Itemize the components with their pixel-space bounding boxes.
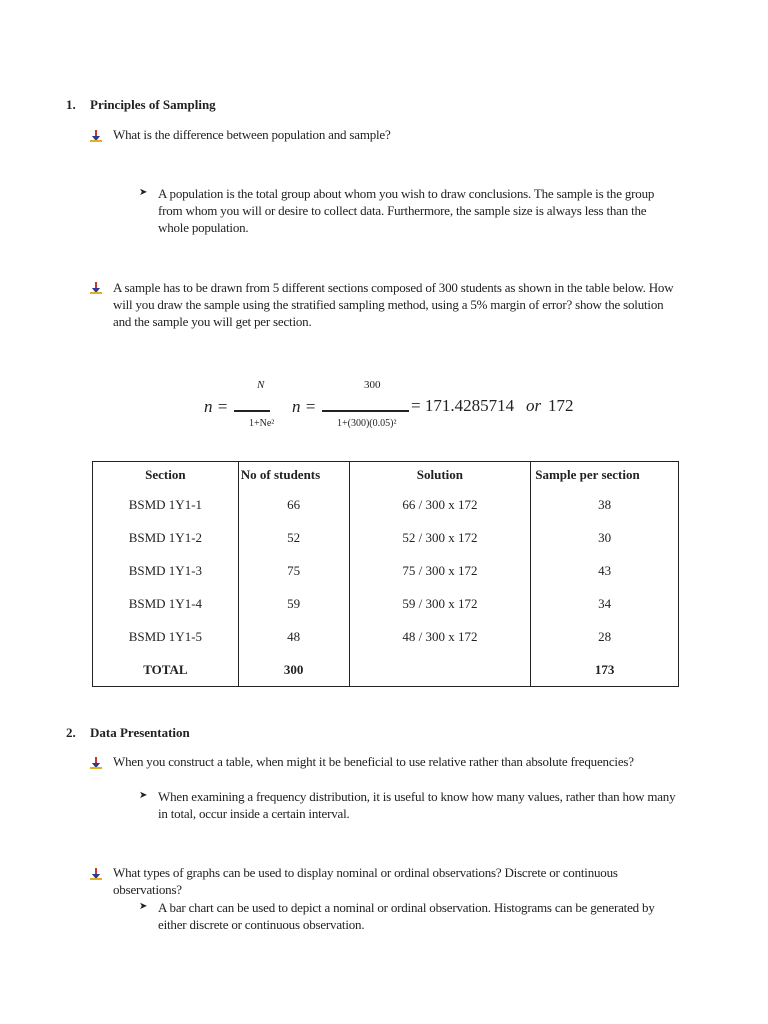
table-row: [93, 521, 679, 554]
header-cell: No of students: [238, 462, 349, 489]
cell: BSMD 1Y1-5: [93, 620, 239, 653]
formula-result: = 171.4285714: [411, 396, 515, 415]
table-row: [93, 620, 679, 653]
cell: 66: [238, 488, 349, 521]
formula-or: or: [526, 396, 542, 415]
bullet-arrow-icon: [90, 130, 102, 142]
cell: 66 / 300 x 172: [349, 488, 531, 521]
cell: 43: [531, 554, 679, 587]
cell: 48 / 300 x 172: [349, 620, 531, 653]
cell: 59: [238, 587, 349, 620]
bullet-arrow-icon: [90, 868, 102, 880]
cell: 52 / 300 x 172: [349, 521, 531, 554]
section-1-number: 1.: [66, 97, 76, 112]
cell: 52: [238, 521, 349, 554]
cell: 300: [238, 653, 349, 687]
formula-numerator: 300: [364, 379, 381, 391]
table-row: [93, 488, 679, 521]
cell: 48: [238, 620, 349, 653]
arrow-bullet-icon: ➤: [139, 790, 148, 801]
formula-numerator: N: [257, 379, 265, 391]
cell: 173: [531, 653, 679, 687]
answer-text: When examining a frequency distribution, it is useful to know how many values, rather than how many in total, occur inside a certain interval.: [158, 789, 676, 821]
formula-n: n =: [204, 397, 229, 416]
cell: 28: [531, 620, 679, 653]
fraction-bar: [322, 410, 409, 412]
cell: 59 / 300 x 172: [349, 587, 531, 620]
cell: 38: [531, 488, 679, 521]
question-text: What is the difference between population and sample?: [113, 127, 391, 142]
formula-n: n =: [292, 397, 317, 416]
arrow-bullet-icon: ➤: [139, 901, 148, 912]
cell: BSMD 1Y1-3: [93, 554, 239, 587]
table-row: [93, 554, 679, 587]
stratified-sample-table: [92, 461, 679, 687]
table-header-row: [93, 462, 679, 489]
question-text: What types of graphs can be used to display nominal or ordinal observations? Discrete or continuous observations?: [113, 865, 618, 897]
bullet-arrow-icon: [90, 757, 102, 769]
table-row: [93, 587, 679, 620]
formula-rounded: 172: [548, 396, 574, 415]
bullet-arrow-icon: [90, 282, 102, 294]
formula-denominator: 1+(300)(0.05)²: [337, 418, 397, 429]
arrow-bullet-icon: ➤: [139, 187, 148, 198]
cell: TOTAL: [93, 653, 239, 687]
header-cell: Solution: [349, 462, 531, 489]
cell: 34: [531, 587, 679, 620]
cell: BSMD 1Y1-2: [93, 521, 239, 554]
section-2-title: Data Presentation: [90, 725, 190, 740]
cell: [349, 653, 531, 687]
cell: 75: [238, 554, 349, 587]
answer-text: A population is the total group about whom you wish to draw conclusions. The sample is the group from whom you will or desire to collect data. Furthermore, the sample size is always less than the whole population.: [158, 186, 655, 235]
formula-denominator: 1+Ne²: [249, 418, 275, 429]
cell: 75 / 300 x 172: [349, 554, 531, 587]
table-total-row: [93, 653, 679, 687]
cell: 30: [531, 521, 679, 554]
cell: BSMD 1Y1-1: [93, 488, 239, 521]
header-cell: Section: [93, 462, 239, 489]
section-2-number: 2.: [66, 725, 76, 740]
section-1-title: Principles of Sampling: [90, 97, 216, 112]
question-text: When you construct a table, when might it be beneficial to use relative rather than absolute frequencies?: [113, 754, 634, 769]
question-text: A sample has to be drawn from 5 different sections composed of 300 students as shown in the table below. How will you draw the sample using the stratified sampling method, using a 5% margin of error? show the solution and the sample you will get per section.: [113, 280, 674, 329]
answer-text: A bar chart can be used to depict a nominal or ordinal observation. Histograms can be generated by either discrete or continuous observation.: [158, 900, 655, 932]
fraction-bar: [234, 410, 270, 412]
cell: BSMD 1Y1-4: [93, 587, 239, 620]
header-cell: Sample per section: [531, 462, 679, 489]
